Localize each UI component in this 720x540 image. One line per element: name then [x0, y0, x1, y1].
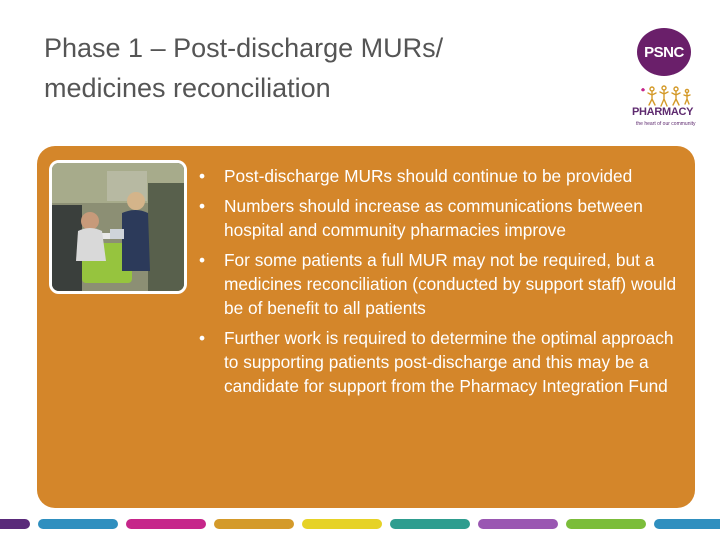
stripe-segment [654, 519, 720, 529]
pharmacy-logo [630, 84, 698, 136]
pharmacist-consultation-photo [49, 160, 187, 294]
pharmacy-logo-tagline: the heart of our community [636, 121, 696, 127]
bullet-list [199, 164, 689, 404]
decorative-color-stripe [0, 516, 720, 532]
stripe-segment [214, 519, 294, 529]
bullet-item-2 [199, 194, 689, 242]
stripe-segment [126, 519, 206, 529]
bullet-item-3 [199, 248, 689, 320]
pharmacy-logo-text: PHARMACY [632, 106, 694, 118]
slide-title-line-2: medicines reconciliation [44, 73, 331, 103]
bullet-marker: • [199, 328, 206, 348]
psnc-logo [637, 28, 691, 76]
bullet-text: For some patients a full MUR may not be required, but a medicines reconciliation (conducted by support staff) would be of benefit to all patients [224, 250, 677, 318]
bullet-text: Further work is required to determine the optimal approach to supporting patients post-discharge and this may be a candidate for support from the Pharmacy Integration Fund [224, 328, 674, 396]
people-figures-icon [638, 84, 692, 108]
psnc-logo-text: PSNC [644, 43, 684, 61]
stripe-segment [0, 519, 30, 529]
slide-title-line-1: Phase 1 – Post-discharge MURs/ [44, 33, 444, 63]
content-panel [37, 146, 695, 508]
bullet-item-4 [199, 326, 689, 398]
slide-title [44, 28, 584, 108]
bullet-text: Numbers should increase as communications between hospital and community pharmacies improve [224, 196, 643, 240]
stripe-segment [478, 519, 558, 529]
stripe-segment [566, 519, 646, 529]
photo-illustration [52, 163, 184, 291]
bullet-item-1 [199, 164, 689, 188]
stripe-segment [390, 519, 470, 529]
bullet-marker: • [199, 250, 206, 270]
stripe-segment [38, 519, 118, 529]
stripe-segment [302, 519, 382, 529]
bullet-marker: • [199, 166, 206, 186]
bullet-text: Post-discharge MURs should continue to be provided [224, 166, 633, 186]
bullet-marker: • [199, 196, 206, 216]
